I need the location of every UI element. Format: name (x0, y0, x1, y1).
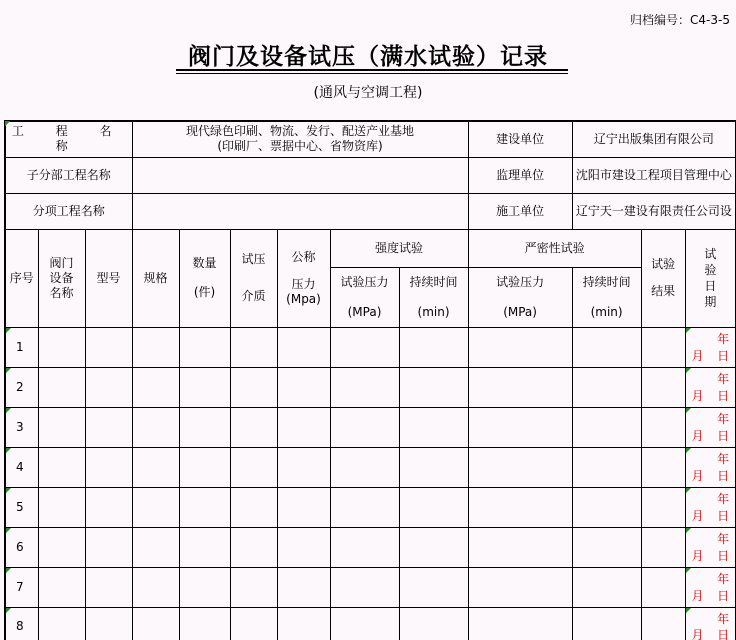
cell-test-date[interactable] (685, 607, 736, 640)
title-underline-thin (176, 73, 568, 74)
cell-spec[interactable] (132, 607, 179, 640)
cell-model[interactable] (85, 367, 132, 407)
cell-strength-duration[interactable] (399, 367, 468, 407)
header-nominal-pressure: 公称 压力 (Mpa) (277, 229, 330, 327)
date-month-label: 月 (691, 548, 704, 563)
date-year-label: 年 (717, 451, 730, 466)
cell-test-date[interactable] (685, 527, 736, 567)
cell-tightness-duration[interactable] (572, 447, 641, 487)
cell-test-date[interactable] (685, 567, 736, 607)
cell-strength-pressure[interactable] (330, 487, 399, 527)
info-row-subproject (5, 157, 736, 193)
item-project-value[interactable] (132, 193, 468, 229)
cell-tightness-pressure[interactable] (468, 487, 572, 527)
date-day-label: 日 (717, 508, 730, 523)
cell-strength-pressure[interactable] (330, 527, 399, 567)
cell-tightness-duration[interactable] (572, 327, 641, 367)
date-day-label: 日 (717, 468, 730, 483)
cell-strength-duration[interactable] (399, 527, 468, 567)
date-month-label: 月 (691, 348, 704, 363)
cell-quantity[interactable] (179, 567, 230, 607)
cell-nominal-pressure[interactable] (277, 527, 330, 567)
date-year-label: 年 (717, 531, 730, 546)
cell-valve-name[interactable] (38, 607, 85, 640)
cell-marker-icon (6, 408, 11, 413)
supervision-unit-label: 监理单位 (468, 157, 572, 193)
date-year-label: 年 (717, 491, 730, 506)
project-name-value[interactable] (132, 121, 468, 157)
cell-tightness-duration[interactable] (572, 607, 641, 640)
cell-tightness-duration[interactable] (572, 487, 641, 527)
cell-tightness-duration[interactable] (572, 567, 641, 607)
cell-quantity[interactable] (179, 327, 230, 367)
date-year-label: 年 (717, 411, 730, 426)
construction-unit-label: 建设单位 (468, 121, 572, 157)
cell-marker-icon (6, 608, 11, 613)
cell-valve-name[interactable] (38, 367, 85, 407)
date-year-label: 年 (717, 571, 730, 586)
cell-nominal-pressure[interactable] (277, 567, 330, 607)
header-seq: 序号 (5, 229, 38, 327)
cell-quantity[interactable] (179, 447, 230, 487)
sub-project-label: 子分部工程名称 (5, 157, 132, 193)
header-row-1 (5, 229, 736, 267)
cell-nominal-pressure[interactable] (277, 607, 330, 640)
date-month-label: 月 (691, 428, 704, 443)
cell-tightness-pressure[interactable] (468, 607, 572, 640)
construction-unit-value[interactable]: 辽宁出版集团有限公司 (572, 121, 736, 157)
cell-test-date[interactable] (685, 327, 736, 367)
table-row (5, 527, 736, 567)
cell-model[interactable] (85, 327, 132, 367)
cell-marker-icon (686, 408, 691, 413)
cell-medium[interactable] (230, 447, 277, 487)
cell-spec[interactable] (132, 567, 179, 607)
cell-test-date[interactable] (685, 407, 736, 447)
page-subtitle: (通风与空调工程) (313, 85, 423, 101)
table-row (5, 607, 736, 640)
cell-result[interactable] (641, 447, 685, 487)
header-tightness-duration: 持续时间 (min) (572, 267, 641, 327)
cell-tightness-duration[interactable] (572, 407, 641, 447)
cell-valve-name[interactable] (38, 567, 85, 607)
cell-test-date[interactable] (685, 447, 736, 487)
cell-model[interactable] (85, 527, 132, 567)
info-row-project (5, 121, 736, 157)
cell-test-date[interactable] (685, 487, 736, 527)
cell-marker-icon (6, 488, 11, 493)
cell-quantity[interactable] (179, 487, 230, 527)
cell-model[interactable] (85, 607, 132, 640)
cell-strength-pressure[interactable] (330, 447, 399, 487)
project-name-line1: 现代绿色印刷、物流、发行、配送产业基地 (186, 124, 415, 139)
date-month-label: 月 (691, 588, 704, 603)
cell-marker-icon (686, 488, 691, 493)
header-tightness-test: 严密性试验 (468, 229, 641, 267)
cell-valve-name[interactable] (38, 327, 85, 367)
date-day-label: 日 (717, 348, 730, 363)
cell-medium[interactable] (230, 527, 277, 567)
date-day-label: 日 (717, 628, 730, 640)
date-year-label: 年 (717, 371, 730, 386)
header-medium: 试压 介质 (230, 229, 277, 327)
cell-nominal-pressure[interactable] (277, 367, 330, 407)
cell-tightness-pressure[interactable] (468, 327, 572, 367)
date-day-label: 日 (717, 588, 730, 603)
cell-nominal-pressure[interactable] (277, 487, 330, 527)
cell-spec[interactable] (132, 367, 179, 407)
sub-project-value[interactable] (132, 157, 468, 193)
header-model: 型号 (85, 229, 132, 327)
project-name-line2: (印刷厂、票据中心、省物资库) (217, 139, 383, 154)
cell-quantity[interactable] (179, 367, 230, 407)
header-valve-name: 阀门 设备 名称 (38, 229, 85, 327)
cell-marker-icon (6, 368, 11, 373)
contractor-label: 施工单位 (468, 193, 572, 229)
row-seq: 1 (5, 327, 38, 367)
date-year-label: 年 (717, 611, 730, 626)
cell-medium[interactable] (230, 567, 277, 607)
cell-tightness-duration[interactable] (572, 367, 641, 407)
date-day-label: 日 (717, 388, 730, 403)
cell-quantity[interactable] (179, 407, 230, 447)
table-row (5, 367, 736, 407)
cell-tightness-pressure[interactable] (468, 527, 572, 567)
table-row (5, 327, 736, 367)
cell-tightness-pressure[interactable] (468, 407, 572, 447)
table-row (5, 447, 736, 487)
row-seq: 5 (5, 487, 38, 527)
cell-marker-icon (6, 568, 11, 573)
cell-medium[interactable] (230, 367, 277, 407)
cell-marker-icon (686, 368, 691, 373)
cell-tightness-pressure[interactable] (468, 567, 572, 607)
cell-marker-icon (686, 328, 691, 333)
date-month-label: 月 (691, 508, 704, 523)
cell-strength-pressure[interactable] (330, 607, 399, 640)
row-seq: 3 (5, 407, 38, 447)
cell-strength-pressure[interactable] (330, 327, 399, 367)
date-year-label: 年 (717, 331, 730, 346)
cell-medium[interactable] (230, 327, 277, 367)
row-seq: 4 (5, 447, 38, 487)
cell-strength-duration[interactable] (399, 487, 468, 527)
date-month-label: 月 (691, 628, 704, 640)
contractor-value[interactable]: 辽宁天一建设有限责任公司设 (572, 193, 736, 229)
cell-strength-duration[interactable] (399, 447, 468, 487)
title-underline-thick (176, 69, 568, 71)
row-seq: 7 (5, 567, 38, 607)
cell-marker-icon (6, 528, 11, 533)
cell-marker-icon (686, 568, 691, 573)
header-spec: 规格 (132, 229, 179, 327)
cell-spec[interactable] (132, 487, 179, 527)
cell-valve-name[interactable] (38, 407, 85, 447)
cell-marker-icon (686, 528, 691, 533)
cell-result[interactable] (641, 527, 685, 567)
cell-spec[interactable] (132, 327, 179, 367)
cell-result[interactable] (641, 567, 685, 607)
table-row (5, 567, 736, 607)
cell-result[interactable] (641, 367, 685, 407)
cell-spec[interactable] (132, 447, 179, 487)
cell-medium[interactable] (230, 407, 277, 447)
row-seq: 6 (5, 527, 38, 567)
date-day-label: 日 (717, 428, 730, 443)
cell-marker-icon (6, 448, 11, 453)
cell-strength-duration[interactable] (399, 327, 468, 367)
supervision-unit-value[interactable]: 沈阳市建设工程项目管理中心 (572, 157, 736, 193)
cell-strength-duration[interactable] (399, 567, 468, 607)
cell-strength-pressure[interactable] (330, 567, 399, 607)
header-tightness-pressure: 试验压力 (MPa) (468, 267, 572, 327)
cell-model[interactable] (85, 487, 132, 527)
cell-nominal-pressure[interactable] (277, 327, 330, 367)
cell-quantity[interactable] (179, 527, 230, 567)
table-row (5, 407, 736, 447)
header-result: 试验 结果 (641, 229, 685, 327)
cell-valve-name[interactable] (38, 487, 85, 527)
row-seq: 8 (5, 607, 38, 640)
item-project-label: 分项工程名称 (5, 193, 132, 229)
cell-result[interactable] (641, 407, 685, 447)
cell-marker-icon (686, 448, 691, 453)
cell-nominal-pressure[interactable] (277, 407, 330, 447)
cell-strength-duration[interactable] (399, 407, 468, 447)
cell-model[interactable] (85, 447, 132, 487)
cell-strength-pressure[interactable] (330, 367, 399, 407)
cell-model[interactable] (85, 567, 132, 607)
header-strength-pressure: 试验压力 (MPa) (330, 267, 399, 327)
header-strength-test: 强度试验 (330, 229, 468, 267)
cell-model[interactable] (85, 407, 132, 447)
cell-strength-pressure[interactable] (330, 407, 399, 447)
cell-quantity[interactable] (179, 607, 230, 640)
date-month-label: 月 (691, 388, 704, 403)
cell-medium[interactable] (230, 487, 277, 527)
cell-medium[interactable] (230, 607, 277, 640)
cell-tightness-pressure[interactable] (468, 367, 572, 407)
cell-valve-name[interactable] (38, 527, 85, 567)
header-quantity: 数量 (件) (179, 229, 230, 327)
info-row-item (5, 193, 736, 229)
cell-result[interactable] (641, 607, 685, 640)
row-seq: 2 (5, 367, 38, 407)
date-month-label: 月 (691, 468, 704, 483)
cell-spec[interactable] (132, 407, 179, 447)
date-day-label: 日 (717, 548, 730, 563)
cell-marker-icon (686, 608, 691, 613)
cell-nominal-pressure[interactable] (277, 447, 330, 487)
table-row (5, 487, 736, 527)
project-name-label: 工 程 名 称 (5, 121, 132, 157)
record-table (4, 120, 736, 640)
archive-number: 归档编号：C4-3-5 (630, 13, 730, 27)
cell-strength-duration[interactable] (399, 607, 468, 640)
cell-spec[interactable] (132, 527, 179, 567)
cell-valve-name[interactable] (38, 447, 85, 487)
header-test-date: 试 验 日 期 (685, 229, 736, 327)
page-title: 阀门及设备试压（满水试验）记录 (188, 44, 548, 70)
cell-tightness-duration[interactable] (572, 527, 641, 567)
data-rows (5, 327, 736, 640)
cell-marker-icon (6, 328, 11, 333)
cell-tightness-pressure[interactable] (468, 447, 572, 487)
cell-test-date[interactable] (685, 367, 736, 407)
cell-result[interactable] (641, 487, 685, 527)
cell-result[interactable] (641, 327, 685, 367)
header-strength-duration: 持续时间 (min) (399, 267, 468, 327)
